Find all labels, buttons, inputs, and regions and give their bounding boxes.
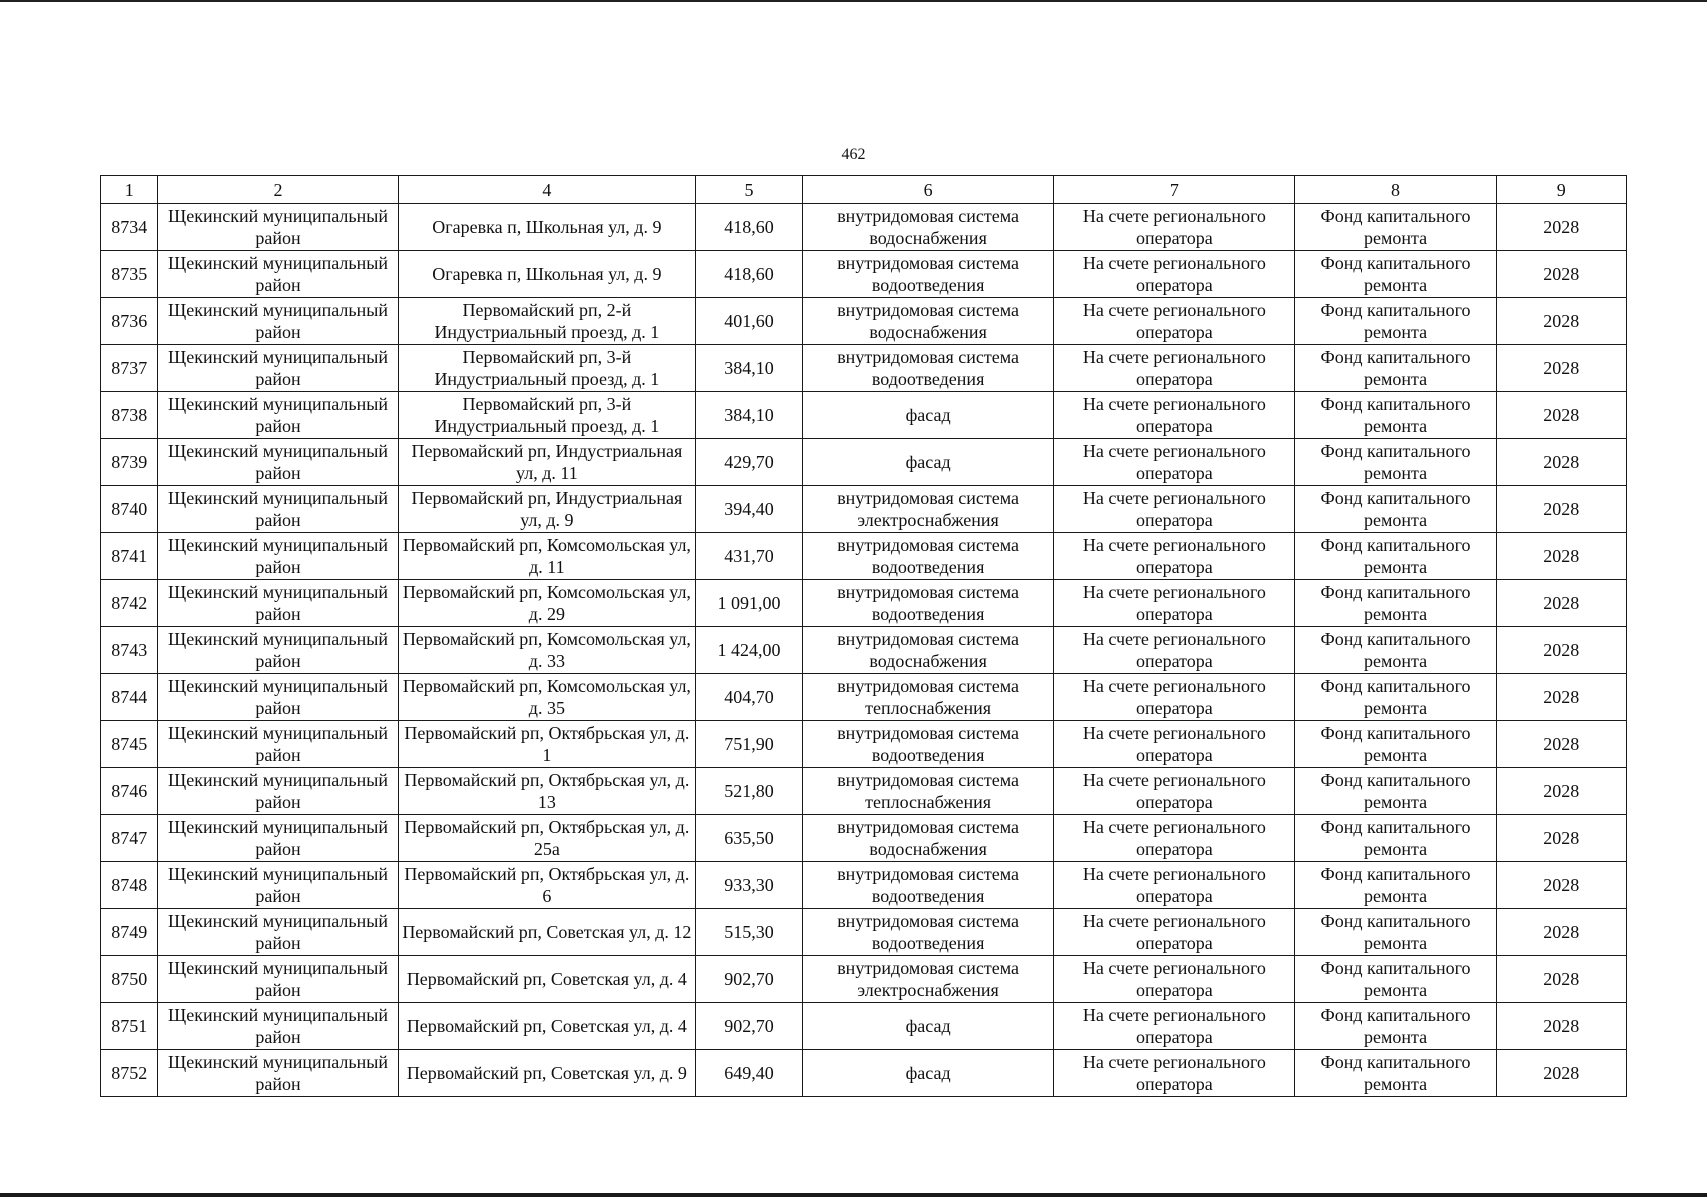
year-cell: 2028 [1496,956,1626,1003]
account-cell: На счете регионального оператора [1054,627,1295,674]
account-cell: На счете регионального оператора [1054,815,1295,862]
district-cell: Щекинский муниципальный район [158,909,398,956]
district-cell: Щекинский муниципальный район [158,627,398,674]
table-row [101,298,1627,345]
account-cell: На счете регионального оператора [1054,956,1295,1003]
column-header-6: 6 [802,176,1053,204]
account-cell: На счете регионального оператора [1054,768,1295,815]
row-number: 8747 [101,815,158,862]
system-cell: фасад [802,1050,1053,1097]
table-row [101,439,1627,486]
area-cell: 418,60 [696,251,803,298]
table-row [101,862,1627,909]
district-cell: Щекинский муниципальный район [158,251,398,298]
row-number: 8751 [101,1003,158,1050]
row-number: 8746 [101,768,158,815]
page-number: 462 [841,146,866,163]
district-cell: Щекинский муниципальный район [158,345,398,392]
system-cell: внутридомовая система водоснабжения [802,627,1053,674]
account-cell: На счете регионального оператора [1054,392,1295,439]
system-cell: фасад [802,392,1053,439]
district-cell: Щекинский муниципальный район [158,580,398,627]
area-cell: 384,10 [696,392,803,439]
table-row [101,486,1627,533]
system-cell: внутридомовая система теплоснабжения [802,768,1053,815]
fund-cell: Фонд капитального ремонта [1295,721,1496,768]
table-row [101,721,1627,768]
year-cell: 2028 [1496,721,1626,768]
area-cell: 521,80 [696,768,803,815]
year-cell: 2028 [1496,674,1626,721]
system-cell: внутридомовая система водоотведения [802,345,1053,392]
table-row [101,251,1627,298]
table-row [101,580,1627,627]
year-cell: 2028 [1496,298,1626,345]
fund-cell: Фонд капитального ремонта [1295,251,1496,298]
address-cell: Огаревка п, Школьная ул, д. 9 [398,204,696,251]
fund-cell: Фонд капитального ремонта [1295,909,1496,956]
year-cell: 2028 [1496,439,1626,486]
area-cell: 431,70 [696,533,803,580]
system-cell: внутридомовая система водоотведения [802,251,1053,298]
address-cell: Первомайский рп, Октябрьская ул, д. 13 [398,768,696,815]
row-number: 8749 [101,909,158,956]
fund-cell: Фонд капитального ремонта [1295,580,1496,627]
address-cell: Первомайский рп, Индустриальная ул, д. 11 [398,439,696,486]
row-number: 8738 [101,392,158,439]
address-cell: Первомайский рп, Комсомольская ул, д. 29 [398,580,696,627]
fund-cell: Фонд капитального ремонта [1295,204,1496,251]
fund-cell: Фонд капитального ремонта [1295,1050,1496,1097]
row-number: 8750 [101,956,158,1003]
year-cell: 2028 [1496,392,1626,439]
account-cell: На счете регионального оператора [1054,909,1295,956]
table-row [101,1003,1627,1050]
fund-cell: Фонд капитального ремонта [1295,1003,1496,1050]
system-cell: внутридомовая система водоотведения [802,909,1053,956]
column-header-4: 4 [398,176,696,204]
row-number: 8744 [101,674,158,721]
system-cell: фасад [802,1003,1053,1050]
district-cell: Щекинский муниципальный район [158,674,398,721]
table-row [101,956,1627,1003]
fund-cell: Фонд капитального ремонта [1295,627,1496,674]
row-number: 8741 [101,533,158,580]
account-cell: На счете регионального оператора [1054,580,1295,627]
fund-cell: Фонд капитального ремонта [1295,862,1496,909]
table-row [101,345,1627,392]
district-cell: Щекинский муниципальный район [158,298,398,345]
district-cell: Щекинский муниципальный район [158,204,398,251]
table-row [101,533,1627,580]
address-cell: Первомайский рп, Советская ул, д. 4 [398,1003,696,1050]
table-row [101,768,1627,815]
fund-cell: Фонд капитального ремонта [1295,345,1496,392]
fund-cell: Фонд капитального ремонта [1295,674,1496,721]
district-cell: Щекинский муниципальный район [158,486,398,533]
year-cell: 2028 [1496,909,1626,956]
table-row [101,815,1627,862]
system-cell: внутридомовая система электроснабжения [802,956,1053,1003]
district-cell: Щекинский муниципальный район [158,862,398,909]
area-cell: 429,70 [696,439,803,486]
table-row [101,674,1627,721]
area-cell: 384,10 [696,345,803,392]
address-cell: Первомайский рп, 3-й Индустриальный проезд, д. 1 [398,345,696,392]
district-cell: Щекинский муниципальный район [158,956,398,1003]
row-number: 8735 [101,251,158,298]
area-cell: 1 424,00 [696,627,803,674]
row-number: 8748 [101,862,158,909]
system-cell: внутридомовая система водоотведения [802,862,1053,909]
table-row [101,1050,1627,1097]
table-row [101,909,1627,956]
year-cell: 2028 [1496,862,1626,909]
fund-cell: Фонд капитального ремонта [1295,533,1496,580]
table-row [101,392,1627,439]
district-cell: Щекинский муниципальный район [158,392,398,439]
table-row [101,627,1627,674]
row-number: 8737 [101,345,158,392]
area-cell: 1 091,00 [696,580,803,627]
address-cell: Первомайский рп, Комсомольская ул, д. 33 [398,627,696,674]
area-cell: 635,50 [696,815,803,862]
fund-cell: Фонд капитального ремонта [1295,815,1496,862]
scan-bottom-border [0,1193,1707,1197]
address-cell: Огаревка п, Школьная ул, д. 9 [398,251,696,298]
account-cell: На счете регионального оператора [1054,486,1295,533]
capital-repair-table [100,175,1627,1097]
system-cell: внутридомовая система водоотведения [802,580,1053,627]
address-cell: Первомайский рп, Октябрьская ул, д. 1 [398,721,696,768]
year-cell: 2028 [1496,204,1626,251]
fund-cell: Фонд капитального ремонта [1295,439,1496,486]
area-cell: 404,70 [696,674,803,721]
fund-cell: Фонд капитального ремонта [1295,392,1496,439]
area-cell: 751,90 [696,721,803,768]
year-cell: 2028 [1496,768,1626,815]
year-cell: 2028 [1496,251,1626,298]
district-cell: Щекинский муниципальный район [158,533,398,580]
account-cell: На счете регионального оператора [1054,1003,1295,1050]
year-cell: 2028 [1496,1050,1626,1097]
area-cell: 902,70 [696,1003,803,1050]
row-number: 8743 [101,627,158,674]
area-cell: 401,60 [696,298,803,345]
district-cell: Щекинский муниципальный район [158,768,398,815]
account-cell: На счете регионального оператора [1054,533,1295,580]
year-cell: 2028 [1496,345,1626,392]
row-number: 8740 [101,486,158,533]
year-cell: 2028 [1496,815,1626,862]
system-cell: внутридомовая система электроснабжения [802,486,1053,533]
column-header-5: 5 [696,176,803,204]
account-cell: На счете регионального оператора [1054,251,1295,298]
address-cell: Первомайский рп, Октябрьская ул, д. 25а [398,815,696,862]
table-body [101,204,1627,1097]
column-header-1: 1 [101,176,158,204]
year-cell: 2028 [1496,580,1626,627]
fund-cell: Фонд капитального ремонта [1295,298,1496,345]
address-cell: Первомайский рп, 2-й Индустриальный проезд, д. 1 [398,298,696,345]
district-cell: Щекинский муниципальный район [158,721,398,768]
system-cell: внутридомовая система водоснабжения [802,815,1053,862]
area-cell: 394,40 [696,486,803,533]
year-cell: 2028 [1496,486,1626,533]
row-number: 8734 [101,204,158,251]
address-cell: Первомайский рп, 3-й Индустриальный проезд, д. 1 [398,392,696,439]
address-cell: Первомайский рп, Советская ул, д. 12 [398,909,696,956]
account-cell: На счете регионального оператора [1054,862,1295,909]
account-cell: На счете регионального оператора [1054,1050,1295,1097]
address-cell: Первомайский рп, Октябрьская ул, д. 6 [398,862,696,909]
scan-top-border [0,0,1707,2]
system-cell: внутридомовая система теплоснабжения [802,674,1053,721]
table-row [101,204,1627,251]
row-number: 8752 [101,1050,158,1097]
column-header-7: 7 [1054,176,1295,204]
account-cell: На счете регионального оператора [1054,721,1295,768]
area-cell: 418,60 [696,204,803,251]
fund-cell: Фонд капитального ремонта [1295,768,1496,815]
row-number: 8745 [101,721,158,768]
fund-cell: Фонд капитального ремонта [1295,486,1496,533]
area-cell: 902,70 [696,956,803,1003]
address-cell: Первомайский рп, Советская ул, д. 9 [398,1050,696,1097]
account-cell: На счете регионального оператора [1054,298,1295,345]
district-cell: Щекинский муниципальный район [158,1050,398,1097]
account-cell: На счете регионального оператора [1054,674,1295,721]
year-cell: 2028 [1496,627,1626,674]
area-cell: 515,30 [696,909,803,956]
year-cell: 2028 [1496,533,1626,580]
year-cell: 2028 [1496,1003,1626,1050]
system-cell: внутридомовая система водоотведения [802,533,1053,580]
system-cell: внутридомовая система водоснабжения [802,298,1053,345]
district-cell: Щекинский муниципальный район [158,439,398,486]
district-cell: Щекинский муниципальный район [158,1003,398,1050]
area-cell: 649,40 [696,1050,803,1097]
address-cell: Первомайский рп, Индустриальная ул, д. 9 [398,486,696,533]
district-cell: Щекинский муниципальный район [158,815,398,862]
column-header-9: 9 [1496,176,1626,204]
address-cell: Первомайский рп, Комсомольская ул, д. 11 [398,533,696,580]
account-cell: На счете регионального оператора [1054,345,1295,392]
table-header-row [101,176,1627,204]
column-header-2: 2 [158,176,398,204]
row-number: 8736 [101,298,158,345]
row-number: 8742 [101,580,158,627]
column-header-8: 8 [1295,176,1496,204]
account-cell: На счете регионального оператора [1054,204,1295,251]
area-cell: 933,30 [696,862,803,909]
fund-cell: Фонд капитального ремонта [1295,956,1496,1003]
row-number: 8739 [101,439,158,486]
address-cell: Первомайский рп, Комсомольская ул, д. 35 [398,674,696,721]
system-cell: внутридомовая система водоснабжения [802,204,1053,251]
address-cell: Первомайский рп, Советская ул, д. 4 [398,956,696,1003]
system-cell: фасад [802,439,1053,486]
system-cell: внутридомовая система водоотведения [802,721,1053,768]
account-cell: На счете регионального оператора [1054,439,1295,486]
